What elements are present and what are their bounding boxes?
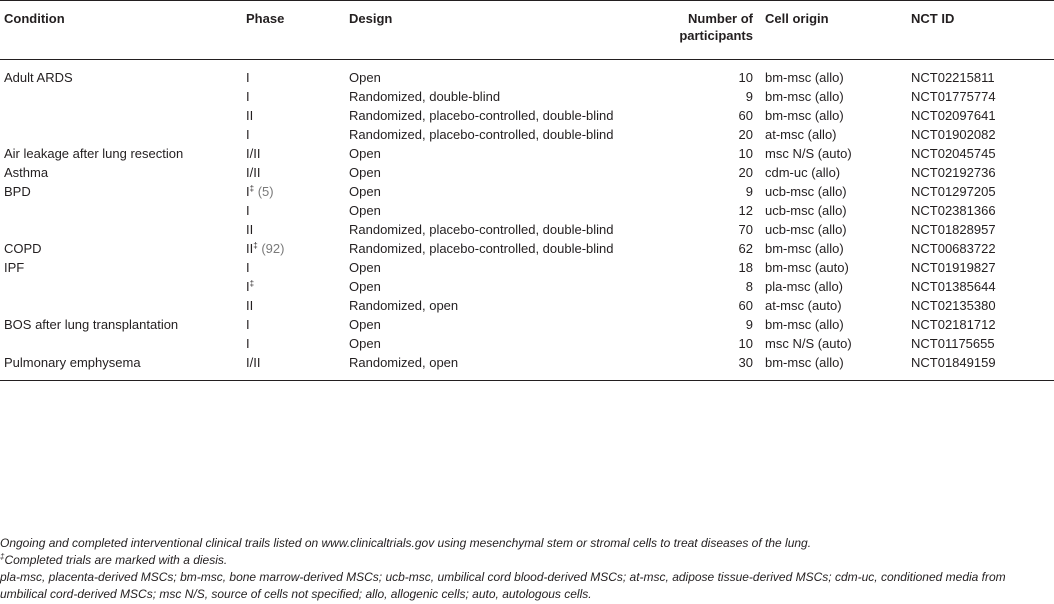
cell-nct-id: NCT02181712: [911, 317, 996, 332]
cell-nct-id: NCT01849159: [907, 353, 1054, 381]
cell-participants: 10: [738, 146, 753, 161]
cell-condition: [0, 296, 246, 315]
cell-participants: 12: [738, 203, 753, 218]
footnote-completed: [0, 552, 1054, 569]
cell-phase: [246, 258, 345, 277]
phase-value: II: [246, 108, 254, 123]
footnote-abbreviations: pla-msc, placenta-derived MSCs; bm-msc, bone marrow-derived MSCs; ucb-msc, umbilical cord blood-derived MSCs; at-msc, adipose tissue-derived MSCs; cdm-uc, conditioned media from umbilical cord-derived MSCs; msc N/S, source of cells not specified; allo, allogenic cells; auto, autologous cells.: [0, 570, 1006, 601]
cell-participants: 60: [738, 108, 753, 123]
cell-condition: [0, 87, 246, 106]
cell-condition: [0, 277, 246, 296]
cell-cell-origin: ucb-msc (allo): [765, 222, 847, 237]
cell-participants: 70: [738, 222, 753, 237]
cell-nct-id: NCT01385644: [911, 279, 996, 294]
phase-reference: (5): [257, 184, 274, 199]
table-row: [0, 125, 1054, 144]
header-participants: Number of participants: [622, 1, 761, 60]
cell-design: Open: [349, 184, 381, 199]
table-row: [0, 87, 1054, 106]
cell-nct-id: NCT01828957: [911, 222, 996, 237]
cell-design: Randomized, placebo-controlled, double-blind: [349, 108, 614, 123]
phase-value: I: [246, 127, 250, 142]
header-condition: Condition: [0, 1, 246, 60]
header-phase: Phase: [246, 1, 345, 60]
cell-design: Open: [349, 279, 381, 294]
table-row: [0, 315, 1054, 334]
cell-nct-id: NCT02097641: [911, 108, 996, 123]
table-row: [0, 334, 1054, 353]
cell-participants: 9: [745, 89, 753, 104]
cell-design: Randomized, double-blind: [349, 89, 501, 104]
cell-nct-id: NCT01919827: [911, 260, 996, 275]
cell-participants: 8: [745, 279, 753, 294]
cell-condition: Adult ARDS: [4, 70, 73, 85]
cell-nct-id: NCT01902082: [911, 127, 996, 142]
cell-design: Open: [349, 146, 381, 161]
cell-cell-origin: bm-msc (allo): [761, 353, 907, 381]
table-header: [0, 1, 1054, 60]
cell-design: Open: [349, 203, 381, 218]
cell-participants: 10: [738, 336, 753, 351]
cell-cell-origin: ucb-msc (allo): [765, 184, 847, 199]
cell-participants: 10: [738, 70, 753, 85]
cell-condition: Air leakage after lung resection: [4, 146, 184, 161]
cell-cell-origin: at-msc (allo): [765, 127, 837, 142]
cell-participants: 9: [745, 317, 753, 332]
cell-design: Randomized, placebo-controlled, double-blind: [349, 127, 614, 142]
cell-design: Randomized, placebo-controlled, double-blind: [349, 222, 614, 237]
diesis-mark: ‡: [0, 552, 5, 561]
table-row: [0, 296, 1054, 315]
cell-condition: [0, 125, 246, 144]
cell-condition: Asthma: [4, 165, 49, 180]
cell-cell-origin: msc N/S (auto): [765, 146, 852, 161]
table-footnotes: [0, 535, 1054, 603]
phase-value: I/II: [246, 355, 261, 370]
header-design: Design: [345, 1, 622, 60]
cell-design: Open: [349, 317, 381, 332]
cell-phase: [246, 353, 345, 381]
cell-nct-id: NCT02215811: [911, 70, 995, 85]
phase-reference: (92): [261, 241, 285, 256]
cell-condition: [0, 106, 246, 125]
phase-value: II: [246, 298, 254, 313]
completed-mark: ‡: [249, 184, 255, 193]
cell-nct-id: NCT01775774: [911, 89, 996, 104]
table-body: [0, 60, 1054, 381]
cell-phase: [246, 277, 345, 296]
cell-design: Open: [349, 165, 381, 180]
cell-cell-origin: bm-msc (allo): [765, 89, 844, 104]
table-row: [0, 277, 1054, 296]
cell-phase: [246, 182, 345, 201]
cell-phase: [246, 125, 345, 144]
cell-phase: [246, 296, 345, 315]
cell-cell-origin: ucb-msc (allo): [765, 203, 847, 218]
cell-participants: 20: [738, 127, 753, 142]
cell-participants: 30: [622, 353, 761, 381]
cell-design: Open: [349, 260, 381, 275]
cell-cell-origin: bm-msc (allo): [765, 317, 844, 332]
cell-participants: 62: [738, 241, 753, 256]
header-nct-id: NCT ID: [907, 1, 1054, 60]
cell-phase: [246, 87, 345, 106]
cell-participants: 20: [738, 165, 753, 180]
cell-phase: [246, 106, 345, 125]
table-row: [0, 220, 1054, 239]
phase-value: I: [246, 184, 250, 199]
cell-design: Randomized, open: [349, 298, 459, 313]
header-cell-origin: Cell origin: [761, 1, 907, 60]
table-row: [0, 106, 1054, 125]
cell-phase: [246, 163, 345, 182]
table-row: [0, 201, 1054, 220]
phase-value: I/II: [246, 165, 261, 180]
cell-phase: [246, 60, 345, 88]
phase-value: I: [246, 260, 250, 275]
footnote-completed-text: Completed trials are marked with a diesis.: [4, 553, 228, 567]
cell-cell-origin: cdm-uc (allo): [765, 165, 841, 180]
table-row: [0, 182, 1054, 201]
cell-design: Open: [349, 336, 381, 351]
phase-value: I: [246, 336, 250, 351]
phase-value: I: [246, 70, 250, 85]
completed-mark: ‡: [253, 241, 258, 250]
phase-value: I: [246, 89, 250, 104]
cell-nct-id: NCT02045745: [911, 146, 996, 161]
table-row: [0, 353, 1054, 381]
cell-design: Randomized, open: [345, 353, 622, 381]
cell-nct-id: NCT02381366: [911, 203, 996, 218]
header-row: [0, 1, 1054, 60]
cell-nct-id: NCT02192736: [911, 165, 996, 180]
cell-condition: BPD: [4, 184, 31, 199]
cell-cell-origin: bm-msc (allo): [765, 108, 844, 123]
phase-value: II: [246, 241, 254, 256]
cell-condition: Pulmonary emphysema: [0, 353, 246, 381]
cell-phase: [246, 144, 345, 163]
cell-cell-origin: pla-msc (allo): [765, 279, 844, 294]
cell-participants: 18: [738, 260, 753, 275]
cell-cell-origin: bm-msc (auto): [765, 260, 849, 275]
phase-value: II: [246, 222, 254, 237]
cell-phase: [246, 220, 345, 239]
cell-nct-id: NCT01175655: [911, 336, 995, 351]
cell-condition: BOS after lung transplantation: [4, 317, 179, 332]
cell-phase: [246, 201, 345, 220]
phase-value: I: [246, 203, 250, 218]
completed-mark: ‡: [249, 279, 255, 288]
cell-nct-id: NCT01297205: [911, 184, 996, 199]
phase-value: I/II: [246, 146, 261, 161]
cell-cell-origin: bm-msc (allo): [765, 241, 844, 256]
table-row: [0, 144, 1054, 163]
cell-condition: [0, 201, 246, 220]
cell-design: Open: [349, 70, 381, 85]
cell-phase: [246, 315, 345, 334]
cell-condition: IPF: [4, 260, 25, 275]
cell-nct-id: NCT00683722: [911, 241, 996, 256]
cell-cell-origin: at-msc (auto): [765, 298, 842, 313]
cell-nct-id: NCT02135380: [911, 298, 996, 313]
cell-condition: [0, 334, 246, 353]
cell-participants: 60: [738, 298, 753, 313]
cell-condition: [0, 220, 246, 239]
table-row: [0, 163, 1054, 182]
table-row: [0, 258, 1054, 277]
footnote-description: Ongoing and completed interventional clinical trails listed on www.clinicaltrials.gov using mesenchymal stem or stromal cells to treat diseases of the lung.: [0, 536, 812, 550]
cell-design: Randomized, placebo-controlled, double-blind: [349, 241, 614, 256]
cell-participants: 9: [745, 184, 753, 199]
phase-value: I: [246, 279, 250, 294]
table-row: [0, 60, 1054, 88]
phase-value: I: [246, 317, 250, 332]
table-row: [0, 239, 1054, 258]
cell-phase: [246, 334, 345, 353]
cell-phase: [246, 239, 345, 258]
cell-condition: COPD: [4, 241, 42, 256]
cell-cell-origin: msc N/S (auto): [765, 336, 852, 351]
cell-cell-origin: bm-msc (allo): [765, 70, 844, 85]
